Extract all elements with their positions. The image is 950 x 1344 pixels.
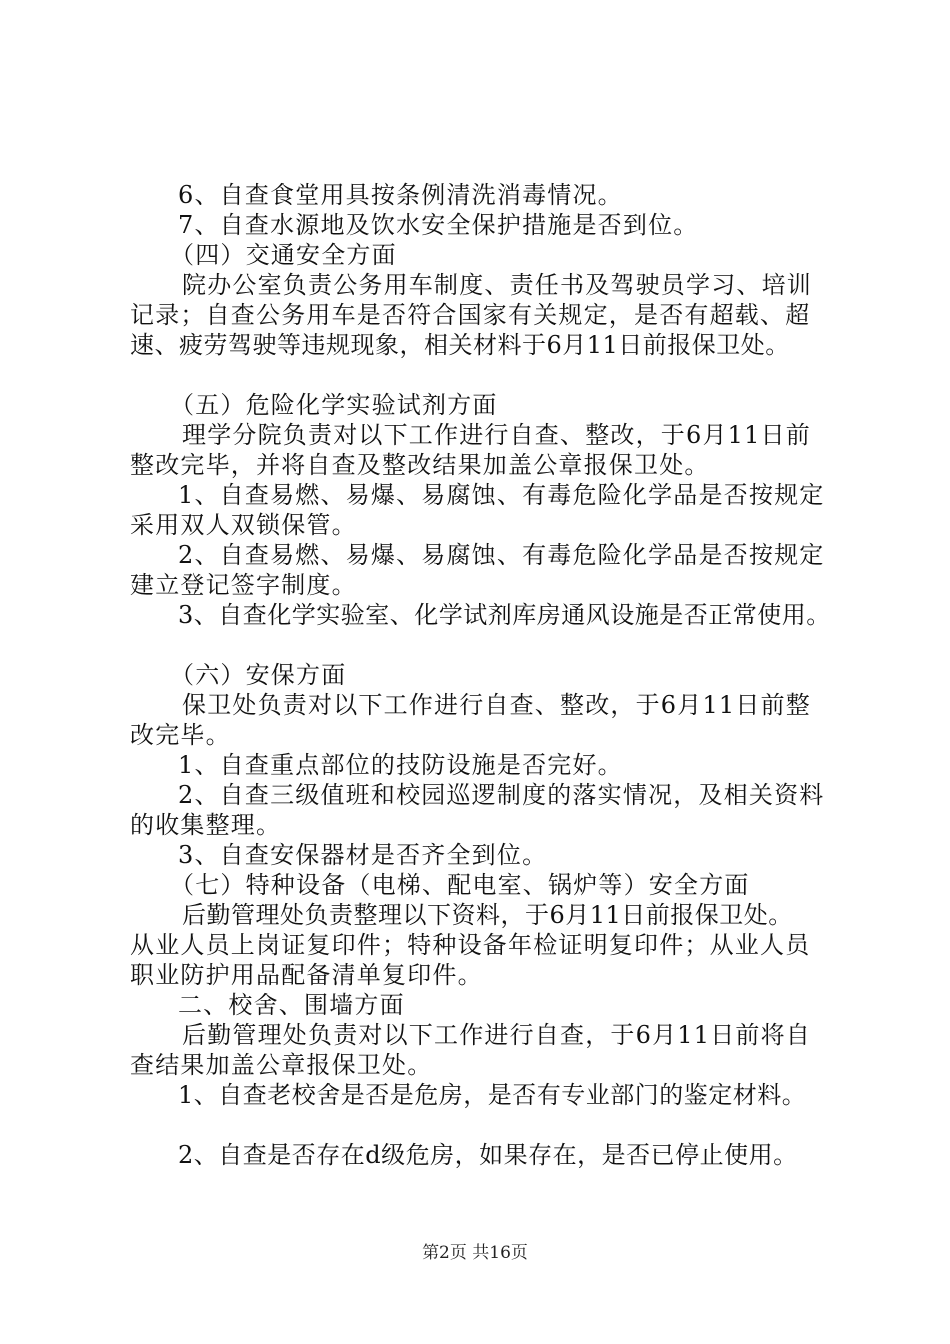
text-line: 的收集整理。	[130, 811, 282, 839]
text-line: 3、自查安保器材是否齐全到位。	[178, 841, 548, 869]
text-line: 职业防护用品配备清单复印件。	[130, 961, 483, 989]
text-line: 记录；自查公务用车是否符合国家有关规定，是否有超载、超	[130, 301, 811, 329]
text-line: 2、自查易燃、易爆、易腐蚀、有毒危险化学品是否按规定	[178, 541, 825, 569]
text-line: 1、自查易燃、易爆、易腐蚀、有毒危险化学品是否按规定	[178, 481, 825, 509]
text-line: 建立登记签字制度。	[130, 571, 357, 599]
text-line: 3、自查化学实验室、化学试剂库房通风设施是否正常使用。	[178, 601, 831, 629]
text-line: 理学分院负责对以下工作进行自查、整改，于6月11日前	[182, 421, 812, 449]
text-line: 2、自查是否存在d级危房，如果存在，是否已停止使用。	[178, 1141, 798, 1169]
text-line: 1、自查重点部位的技防设施是否完好。	[178, 751, 623, 779]
text-line: 1、自查老校舍是否是危房，是否有专业部门的鉴定材料。	[178, 1081, 807, 1109]
page-number-footer: 第2页 共16页	[422, 1243, 528, 1263]
text-line: 后勤管理处负责对以下工作进行自查，于6月11日前将自	[182, 1021, 812, 1049]
section-heading: （四）交通安全方面	[170, 241, 397, 269]
text-line: 改完毕。	[130, 721, 231, 749]
text-line: 6、自查食堂用具按条例清洗消毒情况。	[178, 181, 623, 209]
text-line: 保卫处负责对以下工作进行自查、整改，于6月11日前整	[182, 691, 812, 719]
text-line: 采用双人双锁保管。	[130, 511, 357, 539]
text-line: 2、自查三级值班和校园巡逻制度的落实情况，及相关资料	[178, 781, 825, 809]
text-line: 速、疲劳驾驶等违规现象，相关材料于6月11日前报保卫处。	[130, 331, 790, 359]
section-heading: 二、校舍、围墙方面	[178, 991, 405, 1019]
section-heading: （七）特种设备（电梯、配电室、锅炉等）安全方面	[170, 871, 750, 899]
text-line: 院办公室负责公务用车制度、责任书及驾驶员学习、培训	[182, 271, 812, 299]
text-line: 从业人员上岗证复印件；特种设备年检证明复印件；从业人员	[130, 931, 811, 959]
text-line: 7、自查水源地及饮水安全保护措施是否到位。	[178, 211, 699, 239]
text-line: 整改完毕，并将自查及整改结果加盖公章报保卫处。	[130, 451, 710, 479]
text-line: 后勤管理处负责整理以下资料，于6月11日前报保卫处。	[182, 901, 793, 929]
section-heading: （六）安保方面	[170, 661, 347, 689]
text-line: 查结果加盖公章报保卫处。	[130, 1051, 433, 1079]
section-heading: （五）危险化学实验试剂方面	[170, 391, 498, 419]
